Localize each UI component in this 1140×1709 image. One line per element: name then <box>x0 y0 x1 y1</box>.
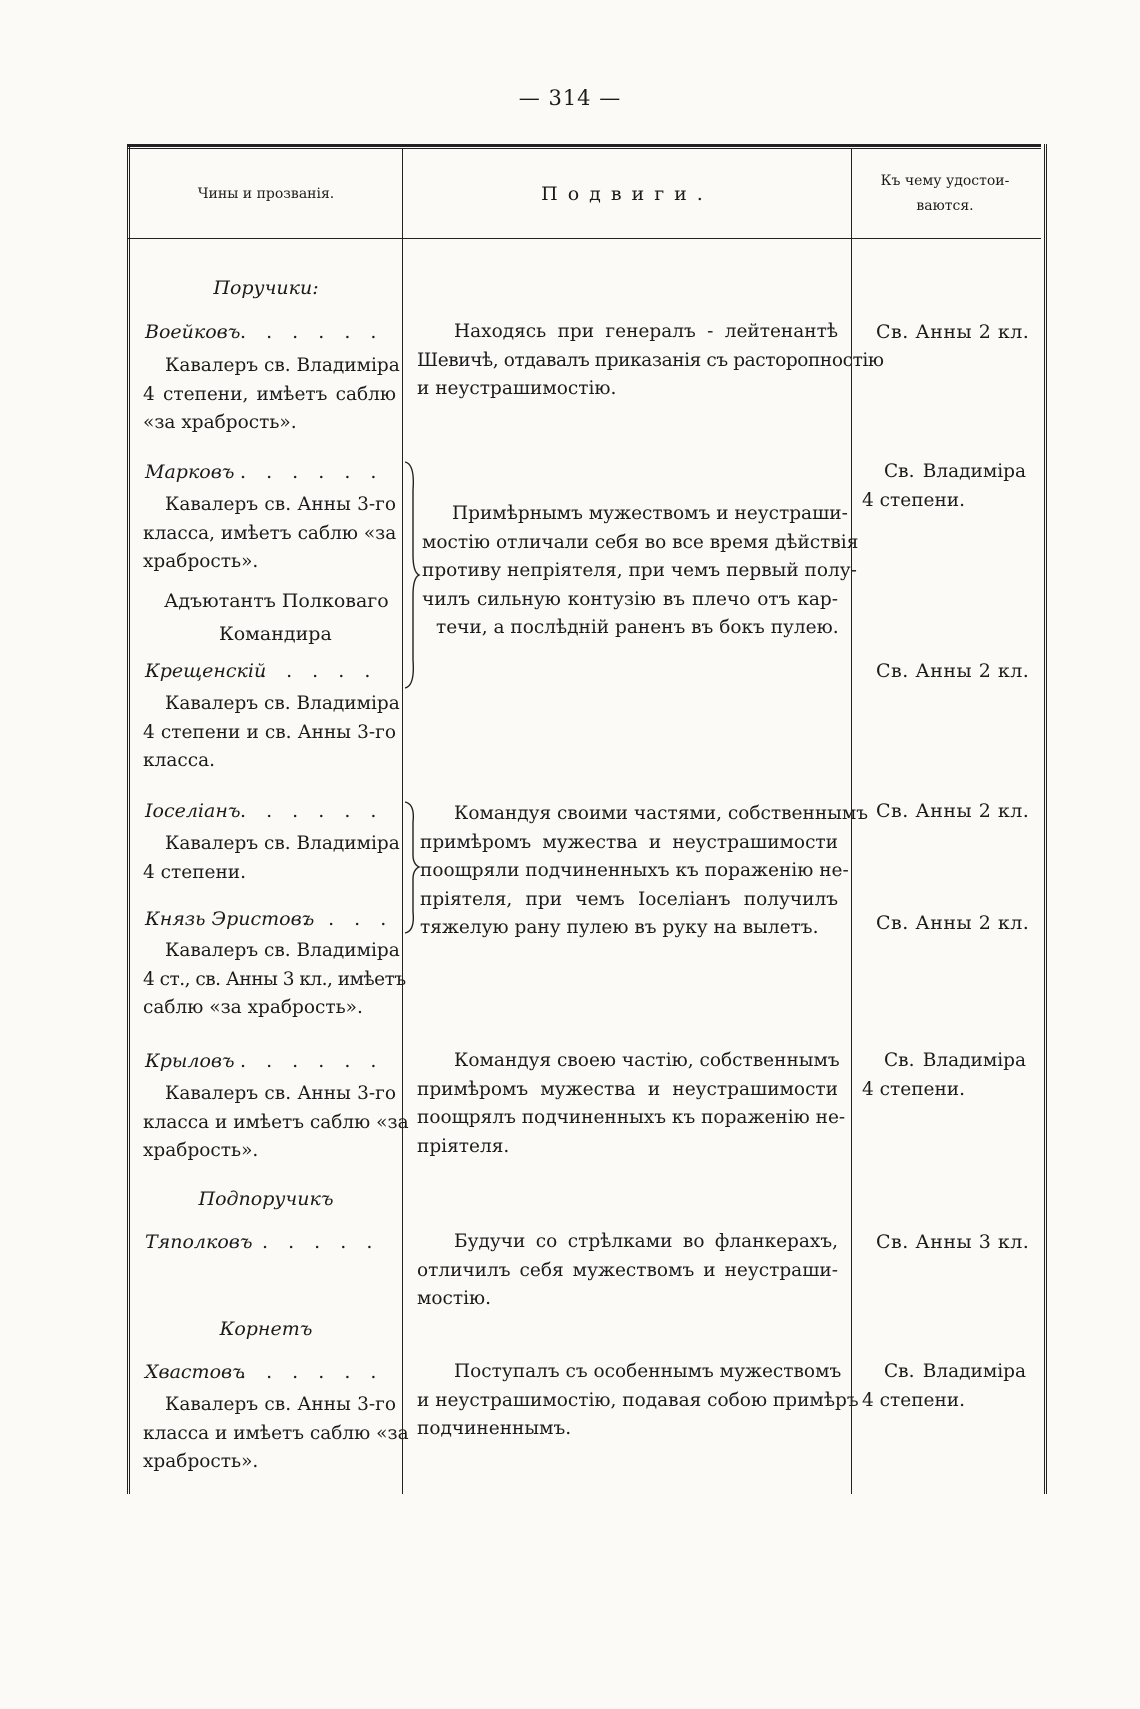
kreschensky-name: Крещенскій <box>145 660 267 682</box>
markov-deed-line4: чилъ сильную контузію въ плечо отъ кар- <box>422 588 838 610</box>
krylov-deed-line2: примѣромъ мужества и неустрашимости <box>417 1078 838 1100</box>
kreschensky-line3: класса. <box>143 750 215 771</box>
leader-dots: . . . . . <box>262 1231 380 1253</box>
ioselian-deed-line5: тяжелую рану пулею въ руку на вылетъ. <box>420 917 819 938</box>
khvastov-description <box>143 1391 409 1477</box>
krylov-line1: Кавалеръ св. Анны 3-го <box>165 1083 396 1104</box>
markov-deed-line5: течи, а послѣдній раненъ въ бокъ пулею. <box>436 617 839 638</box>
khvastov-deed-line2: и неустрашимостію, подавая собою примѣръ <box>417 1389 859 1411</box>
markov-deed-line3: противу непріятеля, при чемъ первый полу- <box>422 560 857 581</box>
khvastov-line3: храбрость». <box>143 1451 259 1472</box>
leader-dots: . . . . . . <box>240 321 384 343</box>
voeikov-line1: Кавалеръ св. Владиміра <box>165 355 400 376</box>
markov-line2: класса, имѣетъ саблю «за <box>143 522 397 544</box>
brace-markov-group <box>401 460 423 690</box>
krylov-line3: храбрость». <box>143 1140 259 1161</box>
leader-dots: . . . . . . <box>240 461 384 483</box>
markov-deed-line1: Примѣрнымъ мужествомъ и неустраши- <box>452 503 848 524</box>
krylov-deed-line4: пріятеля. <box>417 1135 510 1157</box>
ioselian-deed-line2: примѣромъ мужества и неустрашимости <box>420 831 838 853</box>
krylov-award-line1: Св. Владиміра <box>884 1050 1026 1071</box>
eristov-name: Князь Эристовъ <box>145 908 315 930</box>
kreschensky-award: Св. Анны 2 кл. <box>876 660 1030 682</box>
markov-award <box>862 458 1026 515</box>
voeikov-deed-line3: и неустрашимостію. <box>417 378 617 399</box>
page-number: — 314 — <box>518 86 622 110</box>
khvastov-award-line1: Св. Владиміра <box>884 1361 1026 1382</box>
tyapolkov-deed <box>417 1228 838 1314</box>
krylov-name: Крыловъ <box>145 1050 235 1072</box>
leader-dots: . . . . . . <box>240 1361 384 1383</box>
kreschensky-line2: 4 степени и св. Анны 3-го <box>143 721 396 743</box>
khvastov-line1: Кавалеръ св. Анны 3-го <box>165 1394 396 1415</box>
krylov-line2: класса и имѣетъ саблю «за <box>143 1111 409 1133</box>
header-rule <box>127 238 1041 239</box>
ioselian-line1: Кавалеръ св. Владиміра <box>165 833 400 854</box>
voeikov-line2: 4 степени, имѣетъ саблю <box>143 383 396 405</box>
ioselian-deed-line1: Командуя своими частями, собственнымъ <box>454 803 869 824</box>
voeikov-description <box>143 352 400 438</box>
krylov-award-line2: 4 степени. <box>862 1078 966 1100</box>
rank-heading-podporuchik: Подпоручикъ <box>198 1188 334 1210</box>
voeikov-line3: «за храбрость». <box>143 412 297 433</box>
leader-dots: . . . . . . <box>240 800 384 822</box>
leader-dots: . . . . <box>302 908 394 930</box>
markov-award-line1: Св. Владиміра <box>884 461 1026 482</box>
voeikov-award: Св. Анны 2 кл. <box>876 321 1030 343</box>
kreschensky-description <box>143 690 400 776</box>
voeikov-deed-line1: Находясь при генералъ - лейтенантѣ <box>454 321 838 342</box>
markov-name: Марковъ <box>145 461 235 483</box>
header-deeds: Подвиги. <box>541 183 713 205</box>
khvastov-name: Хвастовъ <box>145 1361 245 1383</box>
eristov-description <box>143 937 406 1023</box>
krylov-deed-line1: Командуя своею частію, собственнымъ <box>454 1050 840 1071</box>
khvastov-deed-line3: подчиненнымъ. <box>417 1418 572 1439</box>
voeikov-deed-line2: Шевичѣ, отдавалъ приказанія съ расторопностію <box>417 349 884 371</box>
markov-description <box>143 491 396 577</box>
table-top-rule <box>127 144 1041 149</box>
krylov-award <box>862 1047 1026 1104</box>
khvastov-deed <box>417 1358 859 1444</box>
tyapolkov-deed-line1: Будучи со стрѣлками во фланкерахъ, <box>454 1231 838 1252</box>
krylov-deed-line3: поощрялъ подчиненныхъ къ пораженію не- <box>417 1107 846 1128</box>
kreschensky-line1: Кавалеръ св. Владиміра <box>165 693 400 714</box>
adjutant-line2: Командира <box>219 623 332 645</box>
eristov-line1: Кавалеръ св. Владиміра <box>165 940 400 961</box>
khvastov-award-line2: 4 степени. <box>862 1389 966 1411</box>
markov-line3: храбрость». <box>143 551 259 572</box>
header-awards-line1: Къ чему удостои- <box>880 173 1010 189</box>
krylov-deed <box>417 1047 846 1161</box>
tyapolkov-deed-line2: отличилъ себя мужествомъ и неустраши- <box>417 1259 838 1281</box>
voeikov-deed <box>417 318 884 404</box>
markov-deed <box>422 500 859 643</box>
eristov-line3: саблю «за храбрость». <box>143 997 363 1018</box>
header-awards <box>852 150 1038 238</box>
markov-deed-line2: мостію отличали себя во все время дѣйствія <box>422 531 859 553</box>
markov-award-line2: 4 степени. <box>862 489 966 511</box>
header-ranks: Чины и прозванія. <box>197 186 335 202</box>
krylov-description <box>143 1080 409 1166</box>
ioselian-deed <box>420 800 869 943</box>
tyapolkov-name: Тяполковъ <box>145 1231 253 1253</box>
leader-dots: . . . . . <box>260 660 378 682</box>
ioselian-description <box>143 830 400 887</box>
leader-dots: . . . . . . <box>240 1050 384 1072</box>
rank-heading-poruchiki: Поручики: <box>213 277 319 299</box>
tyapolkov-award: Св. Анны 3 кл. <box>876 1231 1030 1253</box>
tyapolkov-deed-line3: мостію. <box>417 1288 492 1309</box>
khvastov-deed-line1: Поступалъ съ особеннымъ мужествомъ <box>454 1361 842 1382</box>
ioselian-line2: 4 степени. <box>143 861 247 883</box>
ioselian-name: Іоселіанъ <box>145 800 241 822</box>
ioselian-deed-line3: поощряли подчиненныхъ къ пораженію не- <box>420 860 849 881</box>
rank-heading-kornet: Корнетъ <box>219 1318 313 1340</box>
khvastov-line2: класса и имѣетъ саблю «за <box>143 1422 409 1444</box>
adjutant-line1: Адъютантъ Полковаго <box>164 590 389 612</box>
markov-line1: Кавалеръ св. Анны 3-го <box>165 494 396 515</box>
voeikov-name: Воейковъ <box>145 321 241 343</box>
ioselian-award: Св. Анны 2 кл. <box>876 800 1030 822</box>
header-awards-line2: ваются. <box>916 198 974 214</box>
ioselian-deed-line4: пріятеля, при чемъ Іоселіанъ получилъ <box>420 888 838 910</box>
khvastov-award <box>862 1358 1026 1415</box>
eristov-award: Св. Анны 2 кл. <box>876 912 1030 934</box>
eristov-line2: 4 ст., св. Анны 3 кл., имѣетъ <box>143 968 406 990</box>
